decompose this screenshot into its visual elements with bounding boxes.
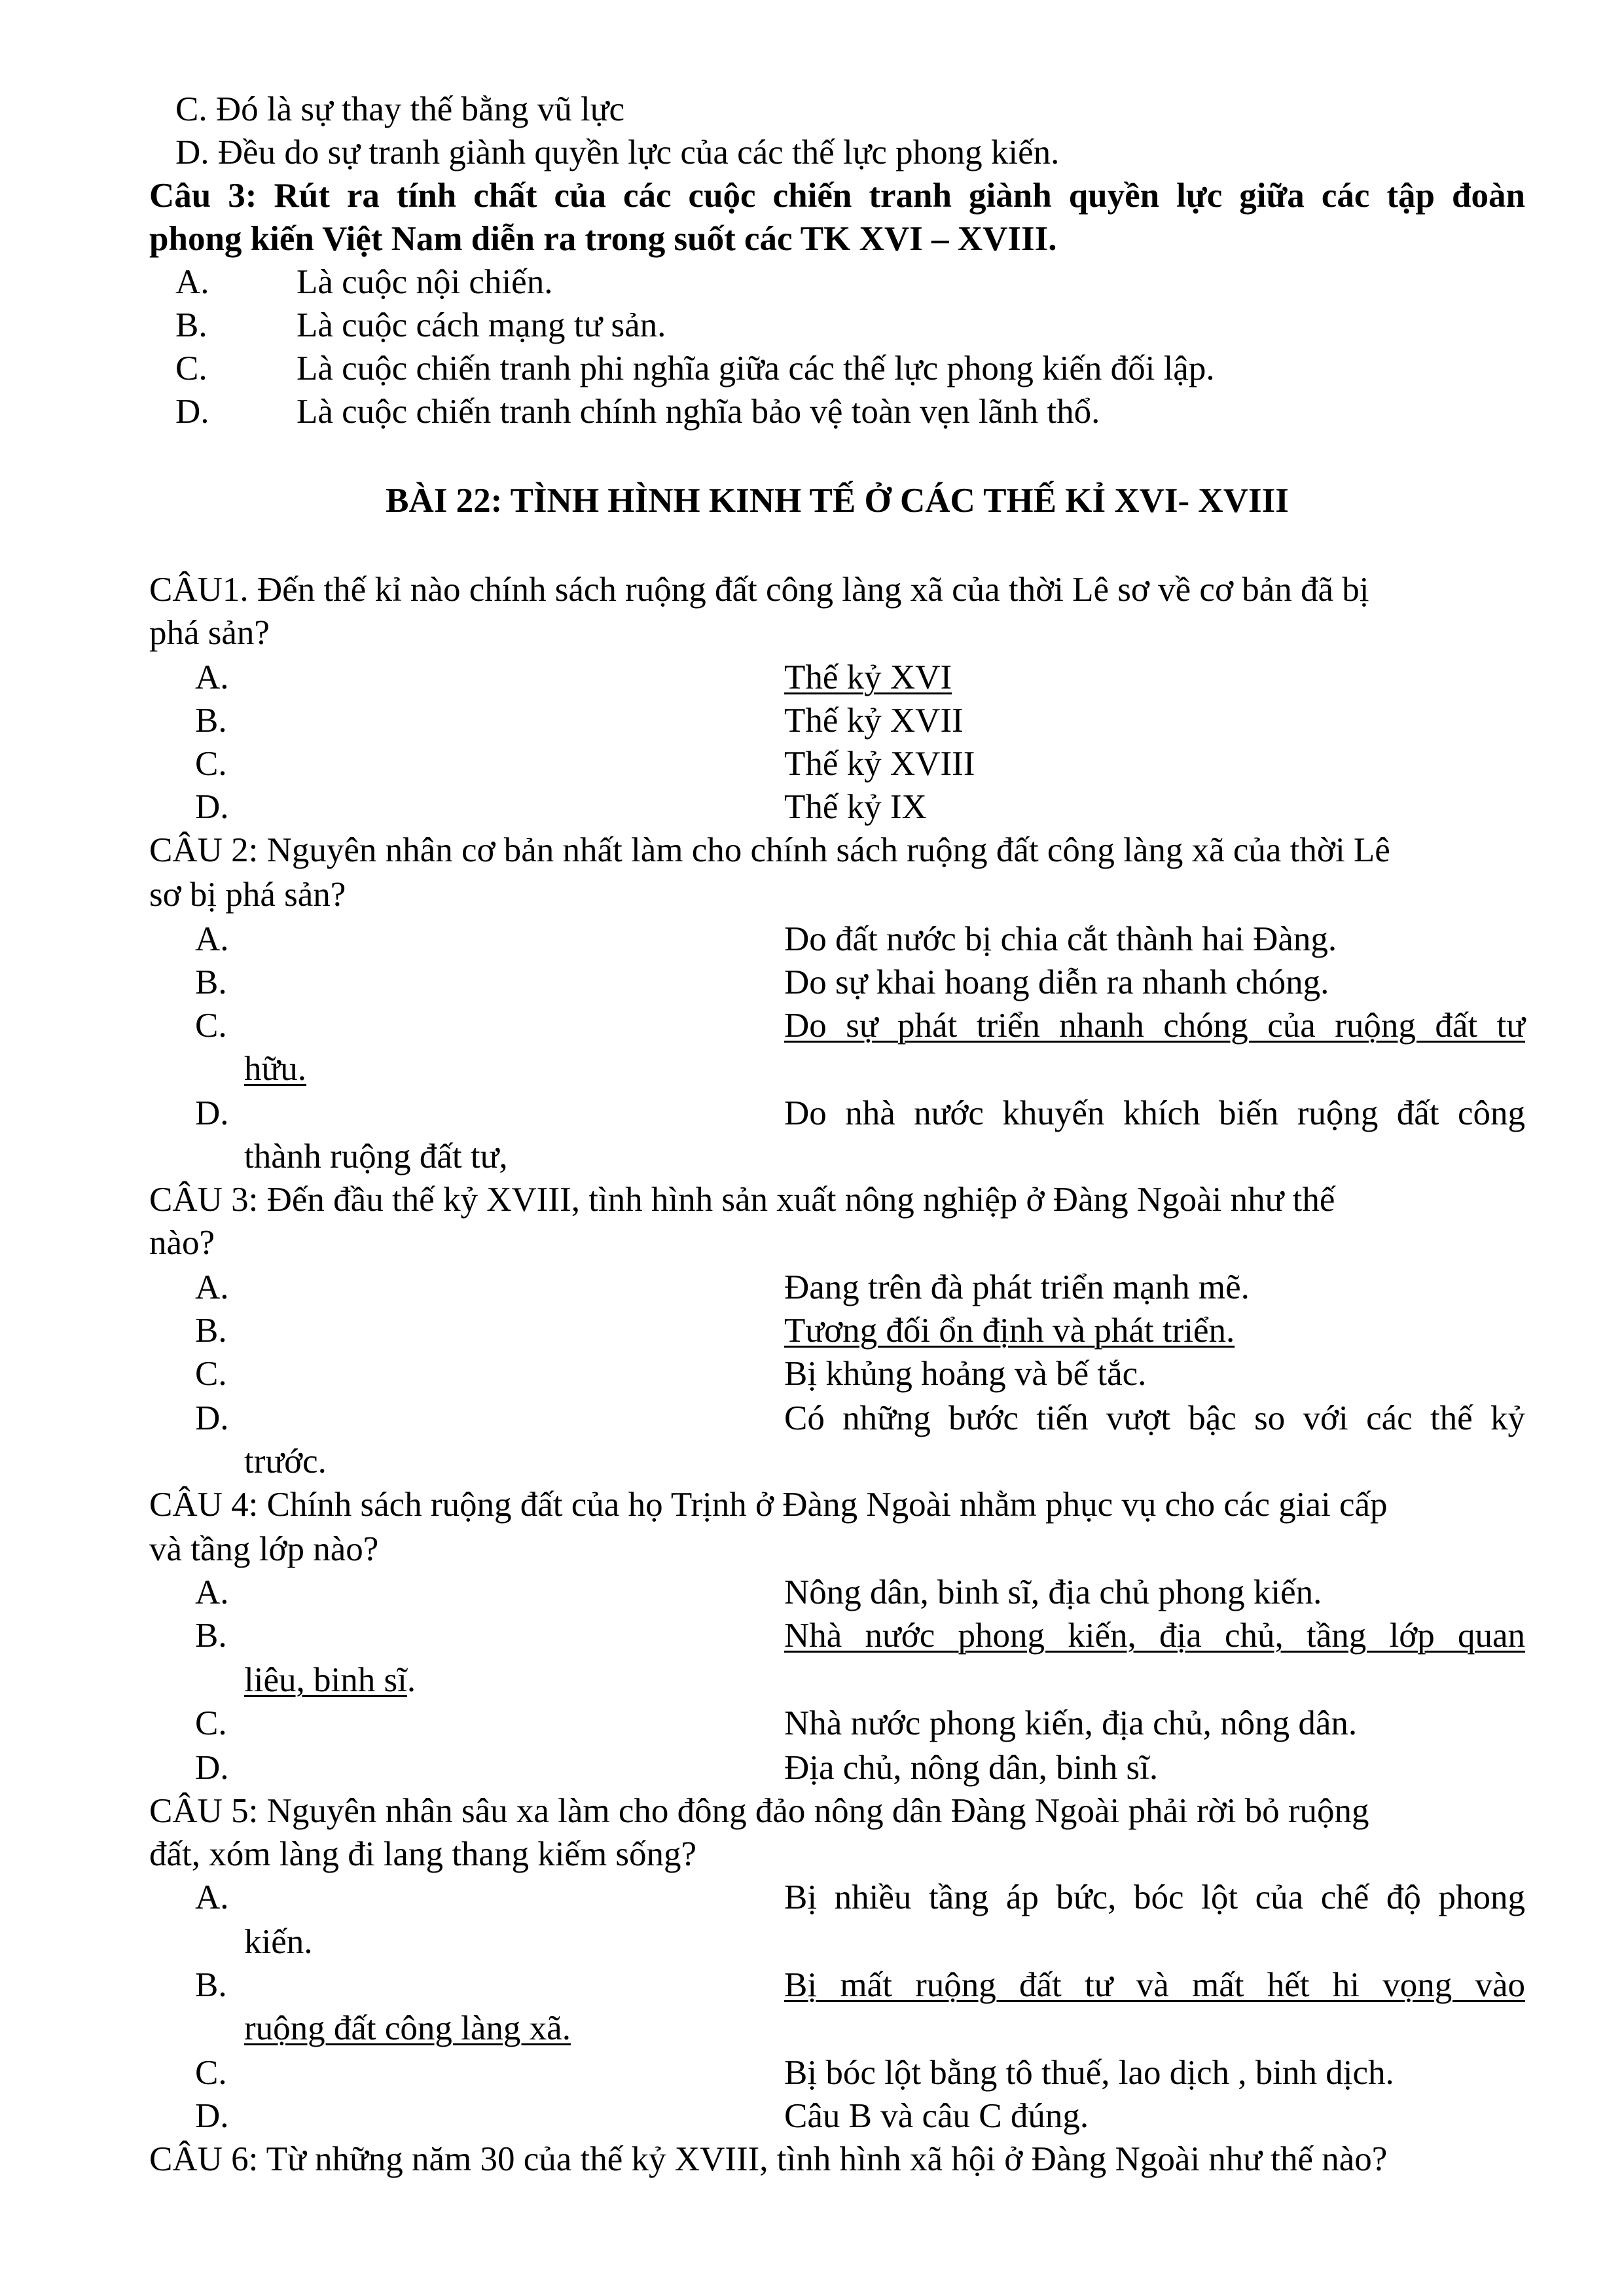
prev-option-d: D. Đều do sự tranh giành quyền lực của các thế lực phong kiến. (175, 134, 1060, 171)
option-text: Thế kỷ XVIII (784, 745, 975, 783)
option-letter: C. (195, 745, 227, 783)
prev-q3-option-letter: D. (175, 393, 209, 431)
option-letter: C. (195, 1355, 227, 1393)
question-4-line-2: và tầng lớp nào? (149, 1530, 379, 1568)
option-text-answer: Bị mất ruộng đất tư và mất hết hi vọng vào (784, 1966, 1525, 2004)
option-text-continued: thành ruộng đất tư, (244, 1138, 508, 1175)
prev-question-3-line-2: phong kiến Việt Nam diễn ra trong suốt các TK XVI – XVIII. (149, 220, 1057, 258)
option-text: Có những bước tiến vượt bậc so với các thế kỷ (784, 1399, 1525, 1437)
option-text: Do đất nước bị chia cắt thành hai Đàng. (784, 920, 1337, 958)
option-text-answer: Do sự phát triển nhanh chóng của ruộng đất tư (784, 1007, 1525, 1045)
option-letter: B. (195, 1312, 227, 1350)
option-text: Địa chủ, nông dân, binh sĩ. (784, 1749, 1159, 1787)
question-3-line-1: CÂU 3: Đến đầu thế kỷ XVIII, tình hình sản xuất nông nghiệp ở Đàng Ngoài như thế (149, 1181, 1335, 1219)
option-letter: D. (195, 788, 229, 826)
option-text: Bị nhiều tầng áp bức, bóc lột của chế độ phong (784, 1878, 1525, 1916)
option-letter: D. (195, 2097, 229, 2135)
option-text-answer-continued: ruộng đất công làng xã. (244, 2009, 571, 2047)
question-2-line-2: sơ bị phá sản? (149, 876, 346, 914)
option-letter: A. (195, 1573, 229, 1611)
prev-q3-option-text: Là cuộc chiến tranh chính nghĩa bảo vệ toàn vẹn lãnh thổ. (297, 393, 1100, 431)
option-text: Đang trên đà phát triển mạnh mẽ. (784, 1268, 1250, 1306)
option-text: Bị khủng hoảng và bế tắc. (784, 1355, 1147, 1393)
option-text: Nhà nước phong kiến, địa chủ, nông dân. (784, 1704, 1358, 1742)
option-letter: B. (195, 1617, 227, 1655)
option-letter: B. (195, 702, 227, 740)
prev-q3-option-text: Là cuộc nội chiến. (297, 263, 553, 301)
option-text: Do nhà nước khuyến khích biến ruộng đất công (784, 1094, 1525, 1132)
option-letter: C. (195, 2054, 227, 2092)
option-text: Bị bóc lột bằng tô thuế, lao dịch , binh dịch. (784, 2054, 1394, 2092)
prev-q3-option-text: Là cuộc chiến tranh phi nghĩa giữa các thế lực phong kiến đối lập. (297, 350, 1215, 387)
option-letter: A. (195, 658, 229, 696)
question-1-line-1: CÂU1. Đến thế kỉ nào chính sách ruộng đất công làng xã của thời Lê sơ về cơ bản đã bị (149, 571, 1369, 609)
option-text-answer-continued-underlined: liêu, binh sĩ (244, 1661, 407, 1699)
option-text-continued: trước. (244, 1443, 327, 1480)
prev-option-c: C. Đó là sự thay thế bằng vũ lực (175, 90, 624, 128)
prev-q3-option-letter: B. (175, 306, 208, 344)
option-letter: B. (195, 963, 227, 1001)
lesson-title: BÀI 22: TÌNH HÌNH KINH TẾ Ở CÁC THẾ KỈ XVI- XVIII (386, 482, 1289, 520)
option-text: Thế kỷ IX (784, 788, 927, 826)
question-5-line-2: đất, xóm làng đi lang thang kiếm sống? (149, 1835, 697, 1873)
question-5-line-1: CÂU 5: Nguyên nhân sâu xa làm cho đông đảo nông dân Đàng Ngoài phải rời bỏ ruộng (149, 1792, 1369, 1830)
option-text-answer-continued (244, 1659, 416, 1702)
question-6-line-1: CÂU 6: Từ những năm 30 của thế kỷ XVIII, tình hình xã hội ở Đàng Ngoài như thế nào? (149, 2140, 1388, 2178)
option-text: Câu B và câu C đúng. (784, 2097, 1089, 2135)
option-letter: A. (195, 1268, 229, 1306)
option-text-answer-continued: hữu. (244, 1050, 306, 1088)
question-2-line-1: CÂU 2: Nguyên nhân cơ bản nhất làm cho chính sách ruộng đất công làng xã của thời Lê (149, 831, 1390, 869)
option-text: Nông dân, binh sĩ, địa chủ phong kiến. (784, 1573, 1322, 1611)
option-text-answer: Thế kỷ XVI (784, 658, 952, 696)
prev-q3-option-letter: A. (175, 263, 209, 301)
option-letter: D. (195, 1399, 229, 1437)
option-letter: D. (195, 1749, 229, 1787)
option-letter: C. (195, 1007, 227, 1045)
option-text: Do sự khai hoang diễn ra nhanh chóng. (784, 963, 1329, 1001)
option-letter: D. (195, 1094, 229, 1132)
question-1-line-2: phá sản? (149, 614, 270, 652)
option-letter: A. (195, 1878, 229, 1916)
option-text: Thế kỷ XVII (784, 702, 964, 740)
question-4-line-1: CÂU 4: Chính sách ruộng đất của họ Trịnh ở Đàng Ngoài nhằm phục vụ cho các giai cấp (149, 1486, 1388, 1524)
question-3-line-2: nào? (149, 1224, 215, 1262)
option-text-answer-continued-period: . (406, 1661, 416, 1699)
prev-question-3-line-1: Câu 3: Rút ra tính chất của các cuộc chiến tranh giành quyền lực giữa các tập đoàn (149, 177, 1525, 215)
option-text-continued: kiến. (244, 1923, 313, 1961)
prev-q3-option-letter: C. (175, 350, 208, 387)
option-text-answer: Tương đối ổn định và phát triển. (784, 1312, 1235, 1350)
option-text-answer: Nhà nước phong kiến, địa chủ, tầng lớp quan (784, 1617, 1525, 1655)
prev-q3-option-text: Là cuộc cách mạng tư sản. (297, 306, 666, 344)
option-letter: B. (195, 1966, 227, 2004)
option-letter: A. (195, 920, 229, 958)
option-letter: C. (195, 1704, 227, 1742)
